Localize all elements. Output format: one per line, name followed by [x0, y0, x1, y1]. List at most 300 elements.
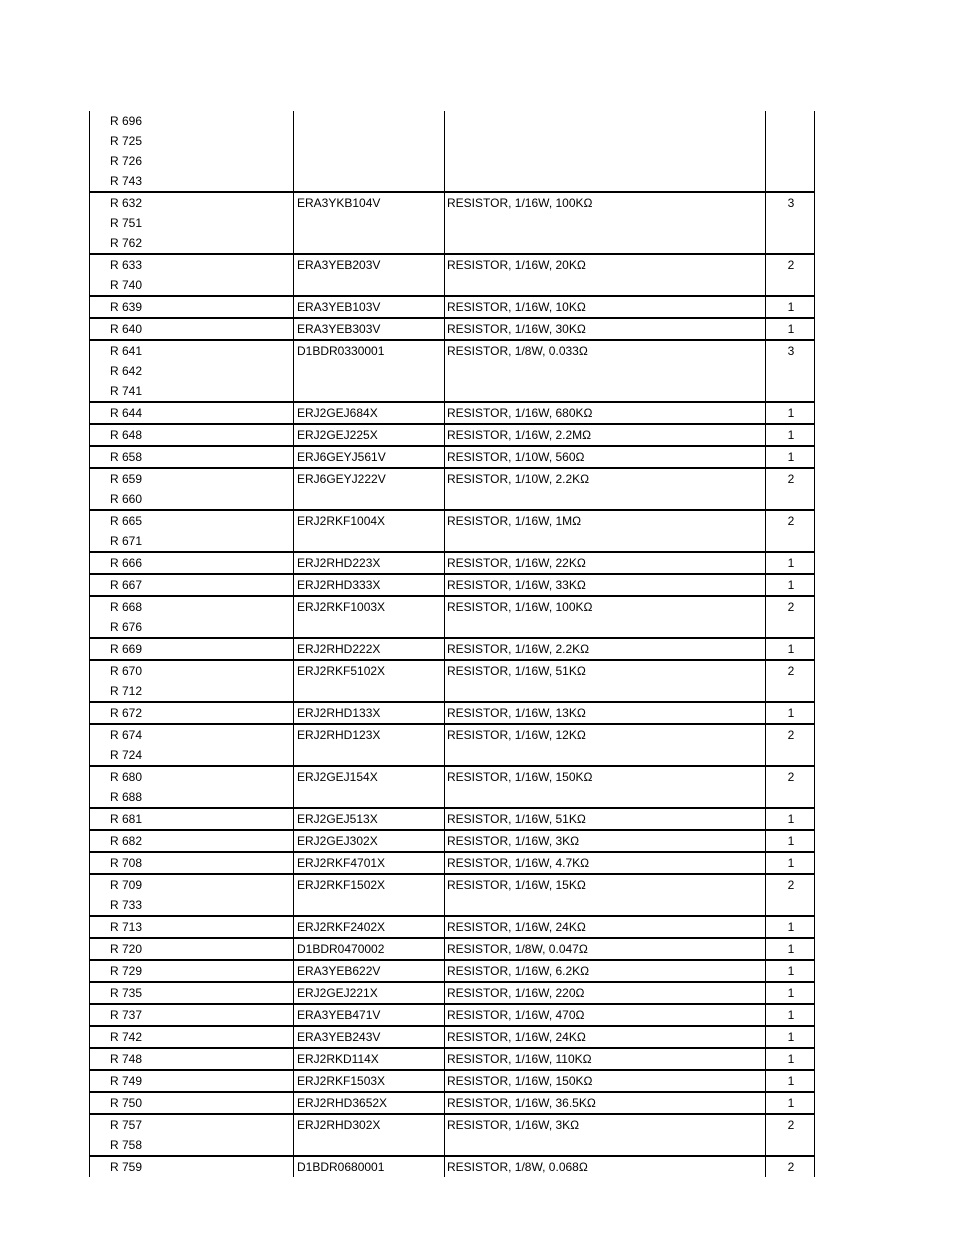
table-row [90, 1048, 815, 1070]
description-cell [445, 340, 766, 361]
reference-cell [90, 1156, 294, 1177]
quantity-cell [766, 852, 815, 874]
reference-cell-text: R 757 [110, 1118, 143, 1132]
reference-cell-text: R 676 [110, 620, 143, 634]
reference-cell-text: R 751 [110, 216, 143, 230]
part-number-cell-text: D1BDR0330001 [297, 344, 385, 358]
table-row [90, 1156, 815, 1177]
quantity-cell-text: 1 [787, 1008, 795, 1022]
part-number-cell [294, 1004, 445, 1026]
description-cell-text: RESISTOR, 1/16W, 2.2KΩ [447, 642, 590, 656]
quantity-cell [766, 402, 815, 424]
description-cell-text: RESISTOR, 1/16W, 36.5KΩ [447, 1096, 596, 1110]
description-cell [445, 745, 766, 766]
quantity-cell [766, 254, 815, 275]
part-number-cell-text: ERA3YKB104V [297, 196, 381, 210]
part-number-cell-text: ERJ2RKF1003X [297, 600, 386, 614]
part-number-cell [294, 111, 445, 131]
part-number-cell [294, 131, 445, 151]
reference-cell [90, 254, 294, 275]
description-cell [445, 852, 766, 874]
part-number-cell [294, 852, 445, 874]
quantity-cell-text: 1 [787, 1030, 795, 1044]
reference-cell-text: R 740 [110, 278, 143, 292]
quantity-cell-text: 1 [787, 834, 795, 848]
reference-cell-text: R 672 [110, 706, 143, 720]
part-number-cell [294, 745, 445, 766]
part-number-cell-text: ERJ2RHD333X [297, 578, 381, 592]
quantity-cell-text: 1 [787, 1074, 795, 1088]
description-cell-text [445, 787, 765, 807]
quantity-cell [766, 745, 815, 766]
part-number-cell [294, 638, 445, 660]
reference-cell-text: R 632 [110, 196, 143, 210]
description-cell [445, 938, 766, 960]
reference-cell-text: R 680 [110, 770, 143, 784]
reference-cell-text: R 660 [110, 492, 143, 506]
part-number-cell-text: ERJ2RHD302X [297, 1118, 381, 1132]
reference-cell [90, 1048, 294, 1070]
part-number-cell-text: ERA3YEB243V [297, 1030, 381, 1044]
description-cell [445, 960, 766, 982]
part-number-cell [294, 296, 445, 318]
reference-cell [90, 510, 294, 531]
quantity-cell-text [766, 489, 814, 509]
part-number-cell [294, 489, 445, 510]
table-row [90, 766, 815, 787]
reference-cell [90, 895, 294, 916]
description-cell [445, 361, 766, 381]
reference-cell-text: R 669 [110, 642, 143, 656]
quantity-cell [766, 151, 815, 171]
reference-cell-text: R 726 [110, 154, 143, 168]
quantity-cell-text: 2 [787, 472, 795, 486]
table-row [90, 296, 815, 318]
part-number-cell-text [294, 381, 444, 401]
reference-cell-text: R 733 [110, 898, 143, 912]
quantity-cell [766, 131, 815, 151]
description-cell [445, 660, 766, 681]
table-row [90, 938, 815, 960]
part-number-cell [294, 468, 445, 489]
description-cell-text [445, 895, 765, 915]
table-row [90, 468, 815, 489]
part-number-cell-text: D1BDR0680001 [297, 1160, 385, 1174]
table-row [90, 681, 815, 702]
description-cell [445, 296, 766, 318]
part-number-cell-text: ERA3YEB103V [297, 300, 381, 314]
description-cell-text [445, 275, 765, 295]
quantity-cell-text: 2 [787, 664, 795, 678]
description-cell [445, 510, 766, 531]
quantity-cell-text: 1 [787, 322, 795, 336]
table-row [90, 171, 815, 192]
part-number-cell [294, 151, 445, 171]
table-row [90, 787, 815, 808]
description-cell [445, 111, 766, 131]
table-row [90, 617, 815, 638]
reference-cell-text: R 742 [110, 1030, 143, 1044]
description-cell-text: RESISTOR, 1/16W, 6.2KΩ [447, 964, 590, 978]
part-number-cell [294, 552, 445, 574]
reference-cell-text: R 633 [110, 258, 143, 272]
description-cell [445, 402, 766, 424]
description-cell-text: RESISTOR, 1/16W, 2.2MΩ [447, 428, 592, 442]
table-row [90, 340, 815, 361]
reference-cell [90, 787, 294, 808]
reference-cell-text: R 743 [110, 174, 143, 188]
quantity-cell [766, 808, 815, 830]
quantity-cell [766, 1114, 815, 1135]
quantity-cell-text: 1 [787, 1052, 795, 1066]
reference-cell [90, 617, 294, 638]
description-cell-text: RESISTOR, 1/16W, 20KΩ [447, 258, 586, 272]
reference-cell [90, 111, 294, 131]
quantity-cell-text [766, 233, 814, 253]
part-number-cell-text: ERJ2GEJ221X [297, 986, 378, 1000]
quantity-cell [766, 960, 815, 982]
reference-cell-text: R 729 [110, 964, 143, 978]
part-number-cell-text: ERA3YEB471V [297, 1008, 381, 1022]
part-number-cell-text: ERA3YEB303V [297, 322, 381, 336]
part-number-cell-text: ERJ2RKF2402X [297, 920, 386, 934]
part-number-cell-text [294, 787, 444, 807]
quantity-cell [766, 1048, 815, 1070]
part-number-cell [294, 340, 445, 361]
reference-cell [90, 660, 294, 681]
reference-cell-text: R 741 [110, 384, 143, 398]
description-cell-text [445, 489, 765, 509]
reference-cell [90, 213, 294, 233]
table-row [90, 1004, 815, 1026]
description-cell-text [445, 111, 765, 131]
quantity-cell-text: 1 [787, 556, 795, 570]
part-number-cell [294, 1092, 445, 1114]
parts-list-body [90, 111, 815, 1177]
table-row [90, 424, 815, 446]
quantity-cell-text: 1 [787, 642, 795, 656]
quantity-cell [766, 617, 815, 638]
reference-cell [90, 1026, 294, 1048]
description-cell-text [445, 171, 765, 191]
description-cell [445, 574, 766, 596]
reference-cell [90, 830, 294, 852]
table-row [90, 552, 815, 574]
part-number-cell-text [294, 489, 444, 509]
table-row [90, 982, 815, 1004]
quantity-cell-text: 1 [787, 942, 795, 956]
reference-cell-text: R 758 [110, 1138, 143, 1152]
reference-cell-text: R 748 [110, 1052, 143, 1066]
part-number-cell [294, 938, 445, 960]
reference-cell-text: R 658 [110, 450, 143, 464]
part-number-cell-text: ERA3YEB203V [297, 258, 381, 272]
quantity-cell-text: 2 [787, 1118, 795, 1132]
description-cell-text: RESISTOR, 1/16W, 51KΩ [447, 812, 586, 826]
description-cell [445, 808, 766, 830]
quantity-cell-text [766, 787, 814, 807]
part-number-cell [294, 874, 445, 895]
part-number-cell [294, 510, 445, 531]
reference-cell-text: R 712 [110, 684, 143, 698]
description-cell [445, 192, 766, 213]
quantity-cell [766, 1070, 815, 1092]
part-number-cell-text: D1BDR0470002 [297, 942, 385, 956]
part-number-cell [294, 982, 445, 1004]
reference-cell [90, 275, 294, 296]
part-number-cell [294, 1070, 445, 1092]
reference-cell [90, 960, 294, 982]
reference-cell [90, 233, 294, 254]
reference-cell-text: R 696 [110, 114, 143, 128]
reference-cell [90, 1114, 294, 1135]
part-number-cell [294, 766, 445, 787]
part-number-cell [294, 192, 445, 213]
part-number-cell-text [294, 171, 444, 191]
reference-cell-text: R 670 [110, 664, 143, 678]
table-row [90, 702, 815, 724]
reference-cell-text: R 674 [110, 728, 143, 742]
description-cell [445, 489, 766, 510]
reference-cell [90, 1135, 294, 1156]
table-row [90, 131, 815, 151]
description-cell [445, 1048, 766, 1070]
table-row [90, 111, 815, 131]
part-number-cell-text: ERJ2RKF1503X [297, 1074, 386, 1088]
table-row [90, 808, 815, 830]
quantity-cell [766, 111, 815, 131]
part-number-cell-text: ERJ2RHD223X [297, 556, 381, 570]
description-cell [445, 916, 766, 938]
quantity-cell [766, 318, 815, 340]
reference-cell-text: R 720 [110, 942, 143, 956]
part-number-cell-text: ERJ2GEJ302X [297, 834, 378, 848]
part-number-cell [294, 787, 445, 808]
part-number-cell-text [294, 213, 444, 233]
table-row [90, 402, 815, 424]
table-row [90, 1092, 815, 1114]
part-number-cell [294, 213, 445, 233]
part-number-cell [294, 574, 445, 596]
description-cell [445, 766, 766, 787]
quantity-cell-text [766, 111, 814, 131]
part-number-cell [294, 171, 445, 192]
description-cell-text: RESISTOR, 1/16W, 22KΩ [447, 556, 586, 570]
quantity-cell [766, 702, 815, 724]
reference-cell [90, 381, 294, 402]
quantity-cell-text [766, 275, 814, 295]
reference-cell [90, 131, 294, 151]
description-cell-text [445, 617, 765, 637]
reference-cell-text: R 665 [110, 514, 143, 528]
description-cell-text: RESISTOR, 1/16W, 10KΩ [447, 300, 586, 314]
quantity-cell [766, 340, 815, 361]
part-number-cell [294, 681, 445, 702]
description-cell-text: RESISTOR, 1/16W, 3KΩ [447, 834, 580, 848]
quantity-cell [766, 1004, 815, 1026]
reference-cell [90, 1070, 294, 1092]
table-row [90, 381, 815, 402]
quantity-cell [766, 531, 815, 552]
quantity-cell-text [766, 171, 814, 191]
description-cell [445, 1004, 766, 1026]
part-number-cell [294, 660, 445, 681]
description-cell-text: RESISTOR, 1/16W, 470Ω [447, 1008, 585, 1022]
part-number-cell [294, 724, 445, 745]
quantity-cell-text: 2 [787, 1160, 795, 1174]
description-cell-text: RESISTOR, 1/16W, 3KΩ [447, 1118, 580, 1132]
description-cell [445, 787, 766, 808]
quantity-cell-text: 1 [787, 964, 795, 978]
reference-cell [90, 361, 294, 381]
reference-cell [90, 151, 294, 171]
reference-cell [90, 1092, 294, 1114]
quantity-cell [766, 638, 815, 660]
part-number-cell-text: ERA3YEB622V [297, 964, 381, 978]
quantity-cell [766, 766, 815, 787]
part-number-cell-text: ERJ2RHD3652X [297, 1096, 388, 1110]
description-cell [445, 171, 766, 192]
quantity-cell [766, 724, 815, 745]
part-number-cell-text [294, 111, 444, 131]
quantity-cell [766, 424, 815, 446]
description-cell [445, 254, 766, 275]
reference-cell [90, 489, 294, 510]
quantity-cell-text: 2 [787, 600, 795, 614]
part-number-cell-text: ERJ2RHD133X [297, 706, 381, 720]
part-number-cell-text [294, 895, 444, 915]
quantity-cell-text: 1 [787, 428, 795, 442]
description-cell-text [445, 681, 765, 701]
table-row [90, 895, 815, 916]
description-cell [445, 213, 766, 233]
quantity-cell-text: 2 [787, 878, 795, 892]
reference-cell-text: R 671 [110, 534, 143, 548]
reference-cell-text: R 644 [110, 406, 143, 420]
reference-cell-text: R 667 [110, 578, 143, 592]
part-number-cell [294, 233, 445, 254]
table-row [90, 1070, 815, 1092]
part-number-cell [294, 1156, 445, 1177]
description-cell-text: RESISTOR, 1/8W, 0.068Ω [447, 1160, 588, 1174]
description-cell-text: RESISTOR, 1/8W, 0.047Ω [447, 942, 588, 956]
quantity-cell [766, 596, 815, 617]
part-number-cell [294, 1048, 445, 1070]
table-row [90, 1135, 815, 1156]
description-cell [445, 552, 766, 574]
quantity-cell-text: 1 [787, 920, 795, 934]
quantity-cell-text: 3 [787, 196, 795, 210]
description-cell-text: RESISTOR, 1/16W, 220Ω [447, 986, 585, 1000]
reference-cell [90, 1004, 294, 1026]
description-cell-text: RESISTOR, 1/16W, 150KΩ [447, 1074, 593, 1088]
part-number-cell [294, 424, 445, 446]
quantity-cell-text: 2 [787, 258, 795, 272]
reference-cell-text: R 640 [110, 322, 143, 336]
quantity-cell [766, 1026, 815, 1048]
part-number-cell [294, 446, 445, 468]
description-cell [445, 468, 766, 489]
reference-cell [90, 192, 294, 213]
description-cell [445, 381, 766, 402]
table-row [90, 446, 815, 468]
reference-cell [90, 745, 294, 766]
table-row [90, 724, 815, 745]
description-cell [445, 702, 766, 724]
quantity-cell-text [766, 361, 814, 381]
part-number-cell-text: ERJ2RHD222X [297, 642, 381, 656]
part-number-cell-text: ERJ2GEJ154X [297, 770, 378, 784]
quantity-cell [766, 1156, 815, 1177]
table-row [90, 531, 815, 552]
reference-cell [90, 982, 294, 1004]
table-row [90, 660, 815, 681]
part-number-cell [294, 895, 445, 916]
quantity-cell [766, 361, 815, 381]
part-number-cell-text [294, 361, 444, 381]
part-number-cell-text [294, 131, 444, 151]
description-cell [445, 830, 766, 852]
quantity-cell [766, 916, 815, 938]
description-cell-text: RESISTOR, 1/16W, 12KΩ [447, 728, 586, 742]
quantity-cell-text [766, 1135, 814, 1155]
description-cell [445, 874, 766, 895]
description-cell-text [445, 381, 765, 401]
part-number-cell-text: ERJ2GEJ225X [297, 428, 378, 442]
part-number-cell [294, 960, 445, 982]
part-number-cell [294, 808, 445, 830]
reference-cell-text: R 659 [110, 472, 143, 486]
part-number-cell [294, 275, 445, 296]
part-number-cell-text: ERJ2RHD123X [297, 728, 381, 742]
description-cell [445, 1156, 766, 1177]
quantity-cell [766, 895, 815, 916]
reference-cell [90, 724, 294, 745]
quantity-cell [766, 574, 815, 596]
reference-cell [90, 552, 294, 574]
part-number-cell [294, 596, 445, 617]
description-cell-text: RESISTOR, 1/16W, 13KΩ [447, 706, 586, 720]
quantity-cell-text: 1 [787, 406, 795, 420]
description-cell-text: RESISTOR, 1/10W, 2.2KΩ [447, 472, 590, 486]
reference-cell [90, 318, 294, 340]
quantity-cell-text: 2 [787, 770, 795, 784]
description-cell [445, 617, 766, 638]
reference-cell-text: R 735 [110, 986, 143, 1000]
description-cell-text [445, 151, 765, 171]
description-cell-text [445, 1135, 765, 1155]
reference-cell-text: R 688 [110, 790, 143, 804]
description-cell-text: RESISTOR, 1/16W, 33KΩ [447, 578, 586, 592]
quantity-cell [766, 660, 815, 681]
quantity-cell [766, 171, 815, 192]
description-cell-text: RESISTOR, 1/16W, 30KΩ [447, 322, 586, 336]
reference-cell-text: R 709 [110, 878, 143, 892]
reference-cell-text: R 642 [110, 364, 143, 378]
quantity-cell [766, 489, 815, 510]
quantity-cell [766, 874, 815, 895]
table-row [90, 254, 815, 275]
quantity-cell [766, 446, 815, 468]
reference-cell-text: R 737 [110, 1008, 143, 1022]
description-cell-text: RESISTOR, 1/16W, 24KΩ [447, 920, 586, 934]
quantity-cell-text: 2 [787, 514, 795, 528]
quantity-cell-text: 1 [787, 300, 795, 314]
description-cell [445, 724, 766, 745]
description-cell-text [445, 745, 765, 765]
description-cell [445, 1135, 766, 1156]
description-cell [445, 318, 766, 340]
